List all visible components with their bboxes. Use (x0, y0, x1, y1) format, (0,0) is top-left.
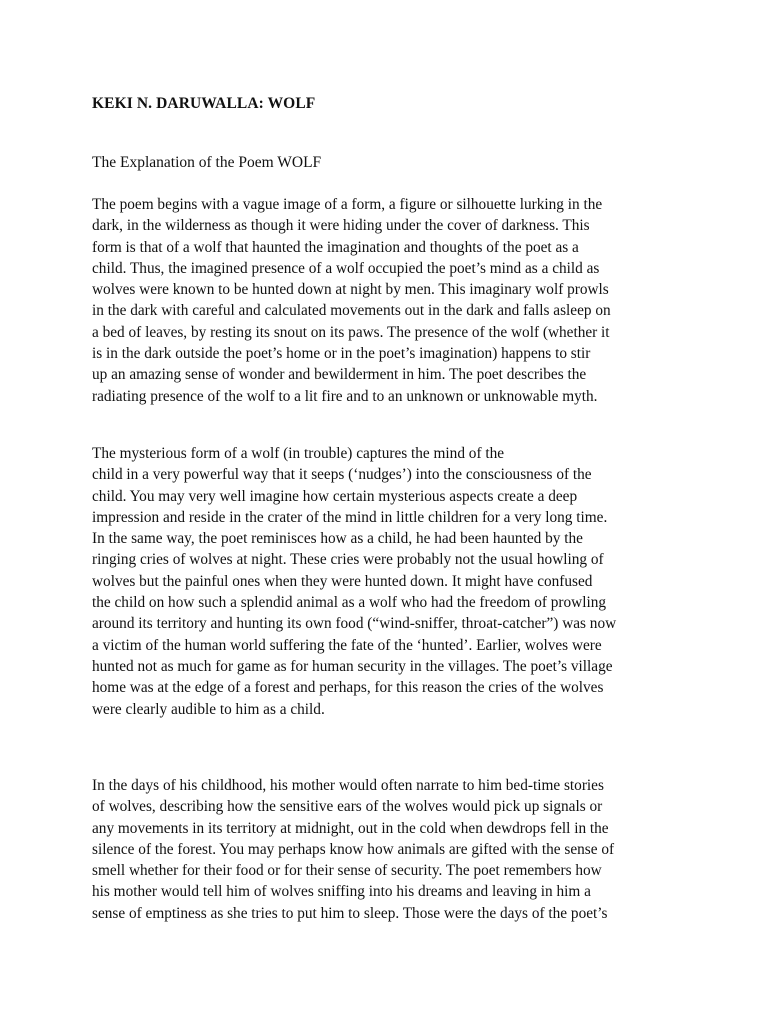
paragraph-line: hunted not as much for game as for human security in the villages. The poet’s village (92, 657, 613, 675)
paragraph-line: child. Thus, the imagined presence of a wolf occupied the poet’s mind as a child as (92, 259, 600, 277)
document-title: KEKI N. DARUWALLA: WOLF (92, 95, 316, 112)
paragraph-line: wolves but the painful ones when they were hunted down. It might have confused (92, 572, 593, 590)
paragraph-line: up an amazing sense of wonder and bewilderment in him. The poet describes the (92, 366, 587, 384)
paragraph-line: any movements in its territory at midnight, out in the cold when dewdrops fell in the (92, 819, 609, 837)
paragraph-line: sense of emptiness as she tries to put him to sleep. Those were the days of the poet’s (92, 904, 608, 922)
paragraph-line: child. You may very well imagine how certain mysterious aspects create a deep (92, 487, 578, 505)
paragraph-2 (92, 443, 692, 720)
paragraph-line: a victim of the human world suffering the fate of the ‘hunted’. Earlier, wolves were (92, 636, 602, 654)
paragraph-line: dark, in the wilderness as though it were hiding under the cover of darkness. This (92, 217, 590, 235)
paragraph-line: child in a very powerful way that it seeps (‘nudges’) into the consciousness of the (92, 466, 592, 484)
paragraph-line: The poem begins with a vague image of a form, a figure or silhouette lurking in the (92, 196, 603, 213)
paragraph-line: The mysterious form of a wolf (in trouble) captures the mind of the (92, 445, 505, 462)
paragraph-line: home was at the edge of a forest and perhaps, for this reason the cries of the wolves (92, 679, 604, 697)
paragraph-line: a bed of leaves, by resting its snout on its paws. The presence of the wolf (whether it (92, 323, 610, 341)
paragraph-line: of wolves, describing how the sensitive ears of the wolves would pick up signals or (92, 798, 603, 816)
paragraph-line: in the dark with careful and calculated movements out in the dark and falls asleep on (92, 302, 611, 320)
document-subtitle: The Explanation of the Poem WOLF (92, 154, 322, 171)
paragraph-1 (92, 194, 692, 407)
paragraph-3 (92, 775, 692, 924)
paragraph-line: silence of the forest. You may perhaps know how animals are gifted with the sense of (92, 840, 615, 858)
paragraph-line: impression and reside in the crater of the mind in little children for a very long time. (92, 508, 608, 526)
paragraph-line: wolves were known to be hunted down at night by men. This imaginary wolf prowls (92, 281, 609, 299)
paragraph-line: the child on how such a splendid animal as a wolf who had the freedom of prowling (92, 594, 607, 612)
paragraph-line: around its territory and hunting its own food (“wind-sniffer, throat-catcher”) was now (92, 615, 617, 633)
paragraph-line: ringing cries of wolves at night. These cries were probably not the usual howling of (92, 551, 604, 569)
paragraph-line: were clearly audible to him as a child. (92, 700, 325, 718)
paragraph-line: is in the dark outside the poet’s home or in the poet’s imagination) happens to stir (92, 345, 591, 363)
paragraph-line: his mother would tell him of wolves sniffing into his dreams and leaving in him a (92, 883, 591, 901)
paragraph-line: radiating presence of the wolf to a lit fire and to an unknown or unknowable myth. (92, 387, 598, 405)
paragraph-line: In the days of his childhood, his mother would often narrate to him bed-time stories (92, 777, 604, 794)
paragraph-line: smell whether for their food or for their sense of security. The poet remembers how (92, 862, 602, 880)
paragraph-line: form is that of a wolf that haunted the imagination and thoughts of the poet as a (92, 238, 579, 256)
paragraph-line: In the same way, the poet reminisces how as a child, he had been haunted by the (92, 530, 583, 548)
